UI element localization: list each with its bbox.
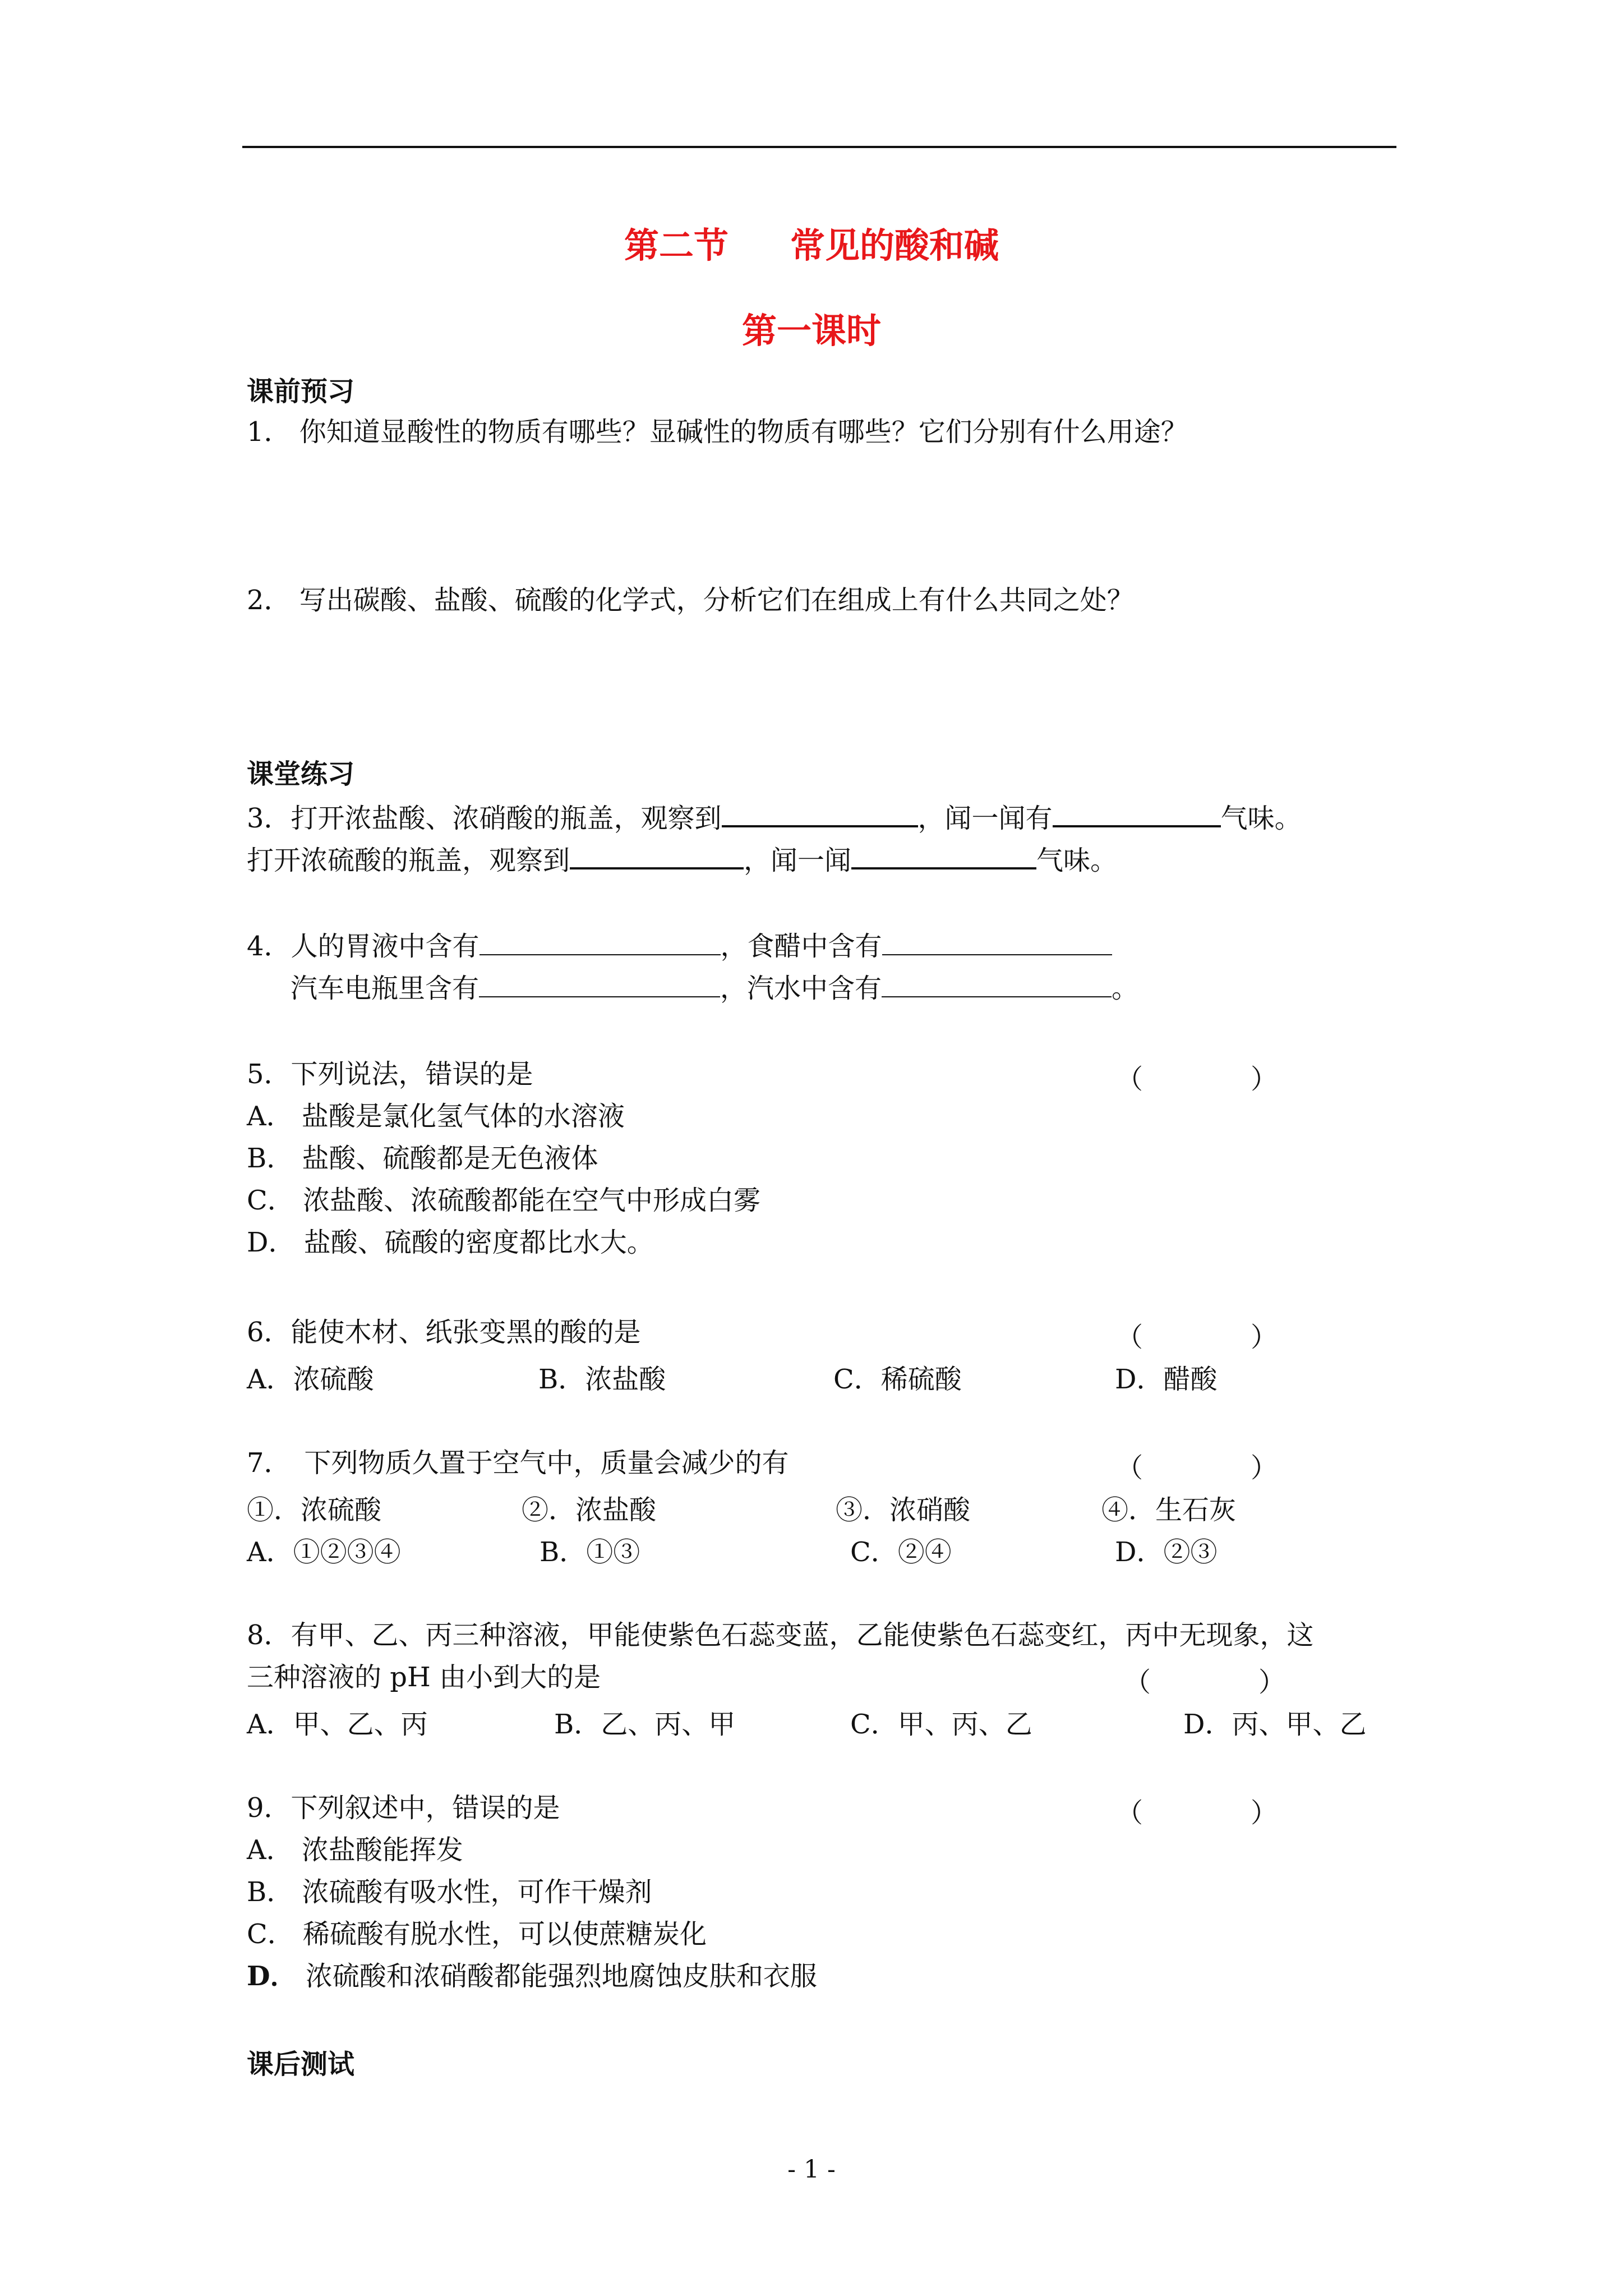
q8-option-c: C．甲、丙、乙	[850, 1709, 1032, 1740]
q7-option-a: A．①②③④	[247, 1536, 401, 1568]
q8-option-b: B．乙、丙、甲	[554, 1709, 736, 1740]
question-7-stem: 7． 下列物质久置于空气中，质量会减少的有	[247, 1447, 789, 1479]
answer-parentheses[interactable]: （ ）	[1116, 1322, 1278, 1353]
q5-option-c: C． 浓盐酸、浓硫酸都能在空气中形成白雾	[247, 1185, 760, 1216]
answer-blank[interactable]	[882, 928, 1112, 955]
q6-option-c: C．稀硫酸	[833, 1364, 962, 1395]
question-4-line-1: 4．人的胃液中含有 ，食醋中含有	[247, 928, 1112, 963]
question-6-stem: 6．能使木材、纸张变黑的酸的是	[247, 1317, 641, 1348]
q9-option-a: A． 浓盐酸能挥发	[247, 1834, 463, 1866]
answer-parentheses[interactable]: （ ）	[1116, 1797, 1278, 1829]
page-number: - 1 -	[787, 2155, 836, 2184]
answer-blank[interactable]	[479, 928, 721, 955]
q7-item-4: ④．生石灰	[1101, 1494, 1237, 1526]
section-heading-practice: 课堂练习	[247, 758, 355, 790]
answer-blank[interactable]	[1053, 799, 1221, 827]
q8-option-d: D．丙、甲、乙	[1183, 1709, 1367, 1740]
q6-option-b: B．浓盐酸	[538, 1364, 666, 1395]
section-number: 第二节	[624, 225, 728, 266]
q7-option-d: D．②③	[1115, 1536, 1218, 1568]
answer-parentheses[interactable]: （ ）	[1116, 1064, 1278, 1095]
q5-option-d: D． 盐酸、硫酸的密度都比水大。	[247, 1227, 654, 1258]
q8-option-a: A．甲、乙、丙	[247, 1709, 428, 1740]
lesson-subtitle: 第一课时	[741, 310, 881, 351]
q7-option-b: B．①③	[540, 1536, 640, 1568]
answer-blank[interactable]	[479, 970, 720, 997]
section-heading-test: 课后测试	[247, 2049, 355, 2080]
question-3-line-2: 打开浓硫酸的瓶盖，观察到 ，闻一闻 气味。	[247, 841, 1117, 877]
q5-option-b: B． 盐酸、硫酸都是无色液体	[247, 1143, 598, 1174]
answer-parentheses[interactable]: （ ）	[1124, 1667, 1286, 1698]
question-3-line-1: 3．打开浓盐酸、浓硝酸的瓶盖，观察到 ，闻一闻有 气味。	[247, 799, 1302, 835]
question-4-line-2: 汽车电瓶里含有 ，汽水中含有 。	[291, 970, 1138, 1005]
q9-option-b: B． 浓硫酸有吸水性，可作干燥剂	[247, 1876, 652, 1908]
question-1: 1． 你知道显酸性的物质有哪些？显碱性的物质有哪些？它们分别有什么用途？	[247, 416, 1188, 448]
q6-option-a: A．浓硫酸	[247, 1364, 374, 1395]
section-topic: 常见的酸和碱	[790, 225, 999, 266]
question-8-line-1: 8．有甲、乙、丙三种溶液，甲能使紫色石蕊变蓝，乙能使紫色石蕊变红，丙中无现象，这	[247, 1619, 1314, 1651]
q6-option-d: D．醋酸	[1115, 1364, 1218, 1395]
section-title	[0, 218, 1623, 268]
header-rule	[242, 146, 1396, 148]
answer-blank[interactable]	[570, 841, 744, 869]
section-heading-preview: 课前预习	[247, 376, 355, 407]
q9-option-c: C． 稀硫酸有脱水性，可以使蔗糖炭化	[247, 1918, 707, 1950]
q7-item-2: ②．浓盐酸	[522, 1494, 657, 1526]
q9-option-d: D． 浓硫酸和浓硝酸都能强烈地腐蚀皮肤和衣服	[247, 1961, 817, 1992]
answer-parentheses[interactable]: （ ）	[1116, 1452, 1278, 1484]
answer-blank[interactable]	[722, 799, 918, 827]
q7-item-3: ③．浓硝酸	[836, 1494, 971, 1526]
q5-option-a: A． 盐酸是氯化氢气体的水溶液	[247, 1101, 625, 1132]
answer-blank[interactable]	[882, 970, 1112, 997]
question-9-stem: 9．下列叙述中，错误的是	[247, 1792, 560, 1824]
answer-blank[interactable]	[851, 841, 1036, 869]
q7-item-1: ①．浓硫酸	[247, 1494, 382, 1526]
question-8-line-2: 三种溶液的 pH 由小到大的是	[247, 1662, 601, 1693]
question-2: 2． 写出碳酸、盐酸、硫酸的化学式，分析它们在组成上有什么共同之处？	[247, 585, 1134, 616]
question-5-stem: 5．下列说法，错误的是	[247, 1059, 533, 1090]
q7-option-c: C．②④	[850, 1536, 952, 1568]
